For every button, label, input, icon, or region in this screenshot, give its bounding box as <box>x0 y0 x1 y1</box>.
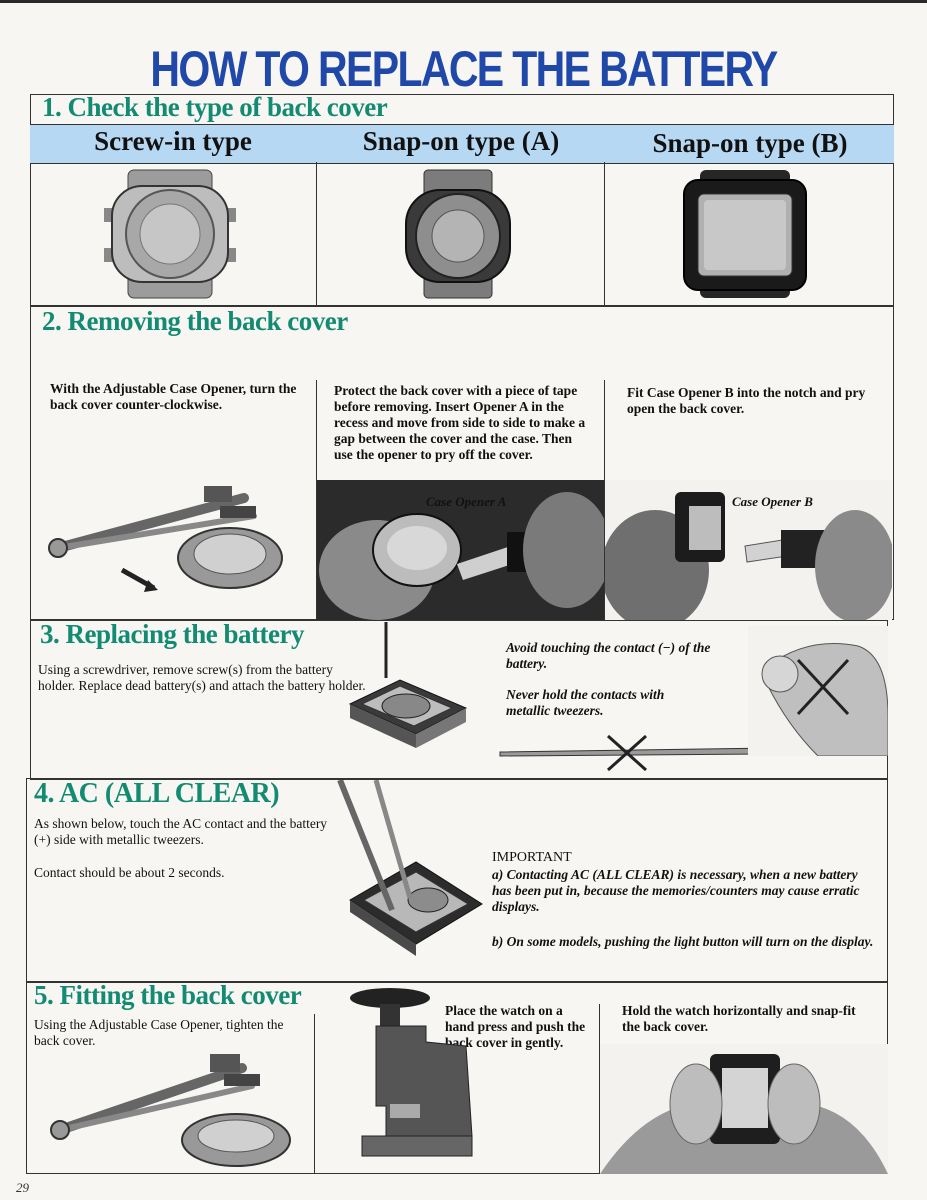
section-2-step-2-text: Protect the back cover with a piece of tape before removing. Insert Opener A in the recess and move from side to side to make a gap between the cover and the case. Then use the opener to pry off the cover. <box>334 383 586 462</box>
section-3-heading: 3. Replacing the battery <box>40 619 304 649</box>
type-snap-on-a: Snap-on type (A) <box>362 126 560 156</box>
section-3-text: Using a screwdriver, remove screw(s) from the battery holder. Replace dead battery(s) and attach the battery holder. <box>38 662 366 693</box>
hand-holding-battery-prohibited-image <box>748 626 888 756</box>
section-2-step-1-text: With the Adjustable Case Opener, turn the back cover counter-clockwise. <box>50 381 297 412</box>
snap-fit-cover-photo <box>600 1044 888 1174</box>
section-1-heading: 1. Check the type of back cover <box>42 92 388 122</box>
section-5-step-2-text: Place the watch on a hand press and push the back cover in gently. <box>445 1003 586 1050</box>
important-note-a: a) Contacting AC (ALL CLEAR) is necessary, when a new battery has been put in, because the memories/counters may cause erratic displays. <box>492 867 860 914</box>
section-2-step-3-text: Fit Case Opener B into the notch and pry open the back cover. <box>627 385 866 416</box>
snap-on-b-watch-image <box>680 168 810 300</box>
adjustable-case-opener-image <box>44 476 314 616</box>
snap-on-a-watch-image <box>398 168 518 300</box>
case-opener-a-label: Case Opener A <box>426 494 507 509</box>
section-5-heading: 5. Fitting the back cover <box>34 980 302 1010</box>
section-4-contact-duration: Contact should be about 2 seconds. <box>34 865 225 880</box>
case-opener-b-label: Case Opener B <box>732 494 813 509</box>
screw-in-watch-image <box>100 168 240 300</box>
divider <box>314 1014 315 1174</box>
page-title: HOW TO REPLACE THE BATTERY <box>150 41 777 97</box>
section-2-heading: 2. Removing the back cover <box>42 306 348 336</box>
tweezers-ac-contact-image <box>336 780 486 956</box>
top-border <box>0 0 927 3</box>
page-number: 29 <box>16 1180 29 1195</box>
section-5-step-1-text: Using the Adjustable Case Opener, tighten the back cover. <box>34 1017 284 1048</box>
section-3-note-tweezers: Never hold the contacts with metallic tweezers. <box>506 687 665 718</box>
hand-press-image <box>346 986 476 1170</box>
divider <box>604 162 605 306</box>
screwdriver-battery-holder-image <box>340 622 470 762</box>
section-5-step-3-text: Hold the watch horizontally and snap-fit the back cover. <box>622 1003 856 1034</box>
important-note-b: b) On some models, pushing the light button will turn on the display. <box>492 934 874 949</box>
divider <box>316 162 317 306</box>
type-screw-in: Screw-in type <box>94 126 252 156</box>
important-label: IMPORTANT <box>492 850 572 865</box>
section-4-text: As shown below, touch the AC contact and the battery (+) side with metallic tweezers. <box>34 816 328 847</box>
case-opener-tighten-image <box>46 1040 310 1170</box>
type-snap-on-b: Snap-on type (B) <box>652 128 848 158</box>
section-4-heading: 4. AC (ALL CLEAR) <box>34 778 280 809</box>
tweezers-prohibited-image <box>498 730 774 774</box>
section-3-note-contact: Avoid touching the contact (−) of the battery. <box>506 640 711 671</box>
